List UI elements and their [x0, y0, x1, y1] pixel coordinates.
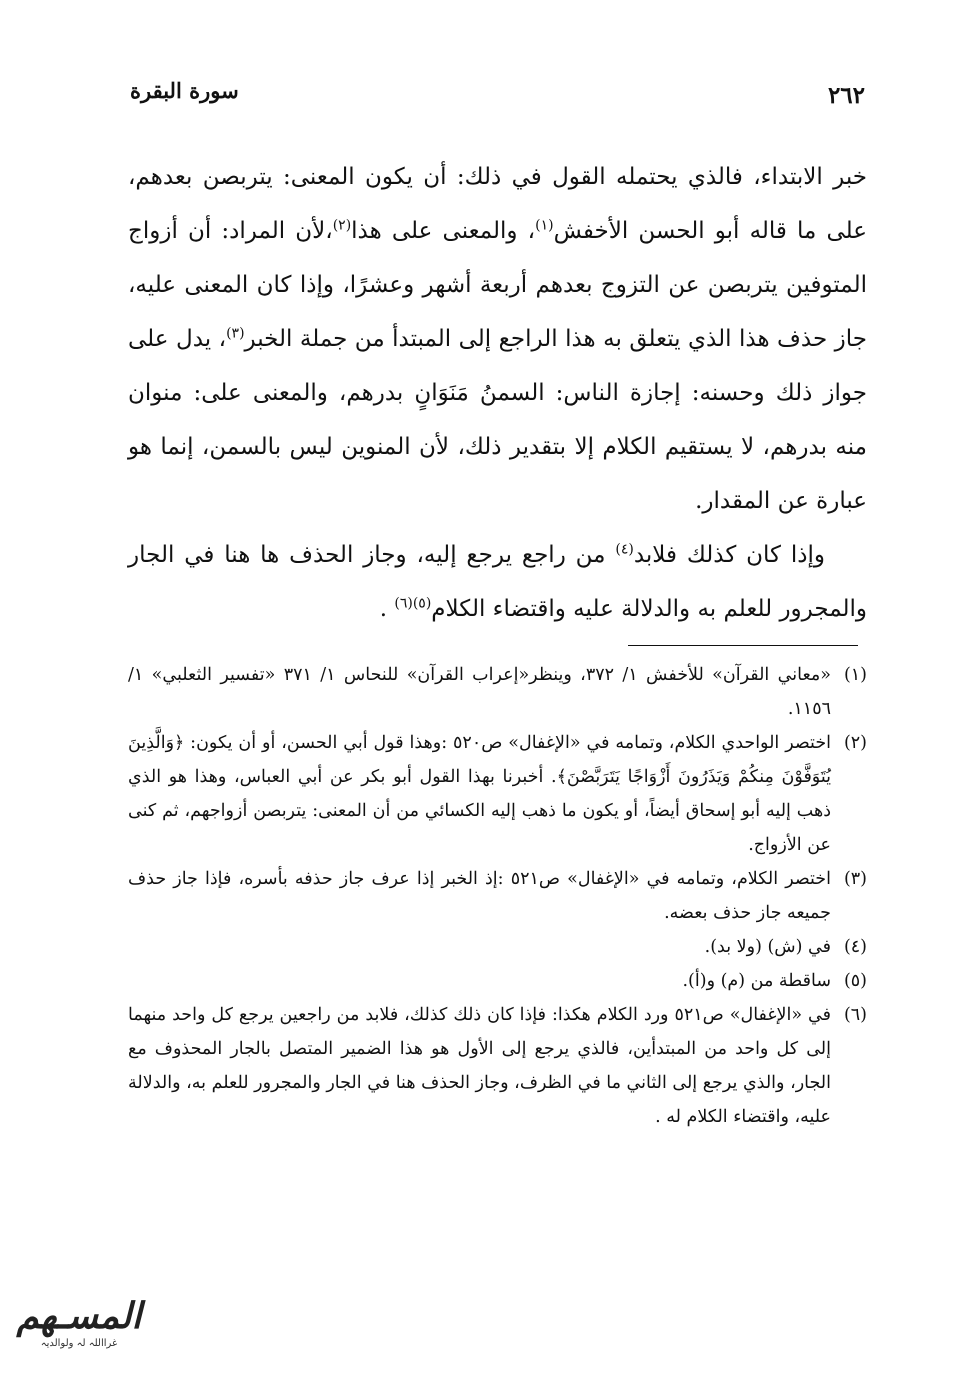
footnote-number: (٦) — [843, 1005, 867, 1025]
footnote-5 — [128, 964, 867, 998]
footnote-text: اختصر الكلام، وتمامه في «الإغفال» ص٥٢١ :إذ الخبر إذا عرف جاز حذفه بأسره، فإذا جاز حذف جميعه جاز حذف بعضه. — [128, 869, 831, 923]
footnotes — [128, 658, 867, 1134]
footnote-text: اختصر الواحدي الكلام، وتمامه في «الإغفال» ص٥٢٠ :وهذا قول أبي الحسن، أو أن يكون: ﴿وَالَّذِينَ يُتَوَفَّوْنَ مِنكُمْ وَيَذَرُونَ أَزْوَاجًا يَتَرَبَّصْنَ﴾. أخبرنا بهذا القول أبو بكر عن أبي العباس، وهذا هو الذي ذهب إليه أبو إسحاق أيضاً، أو يكون ما ذهب إليه الكسائي من أن المعنى: يتربصن أزواجهم، ثم كنى عن الأزواج. — [128, 733, 831, 855]
page-number: ٢٦٢ — [827, 82, 865, 109]
paragraph-1 — [128, 150, 867, 528]
footnote-ref-4: (٤) — [615, 541, 634, 558]
paragraph-2-part-b: من راجع يرجع إليه، وجاز الحذف ها هنا في الجار والمجرور للعلم به والدلالة عليه واقتضاء الكلام — [128, 542, 867, 622]
logo-main-text: المسـهم — [16, 1295, 142, 1337]
footnote-ref-3: (٣) — [226, 325, 245, 342]
footnote-2 — [128, 726, 867, 862]
footnote-text: في «الإغفال» ص٥٢١ ورد الكلام هكذا: فإذا كان ذلك كذلك، فلابد من راجعين يرجع كل واحد منهما إلى كل واحد من المبتدأين، فالذي يرجع إلى الأول هو هذا الضمير المتصل بالجار المحذوف مع الجار، والذي يرجع إلى الثاني ما في الظرف، وجاز الحذف هنا في الجار والمجرور للعلم به، والدلالة عليه، واقتضاء الكلام له . — [128, 1005, 831, 1127]
paragraph-1-part-a: خبر الابتداء، فالذي يحتمله القول في ذلك: أن يكون المعنى: يتربصن بعدهم، على ما قاله أبو الحسن الأخفش — [128, 164, 867, 244]
page-header — [130, 78, 865, 118]
footnote-ref-6: (٦) — [394, 595, 413, 612]
paragraph-2-part-c: . — [379, 596, 395, 622]
main-text — [128, 150, 867, 636]
footnote-text: في (ش) (ولا بد). — [704, 937, 831, 957]
paragraph-1-part-d: ، يدل على جواز ذلك وحسنه: إجازة الناس: السمنُ مَنَوَانٍ بدرهم، والمعنى على: منوان منه بدرهم، لا يستقيم الكلام إلا بتقدير ذلك، لأن المنوين ليس بالسمن، إنما هو عبارة عن المقدار. — [128, 326, 867, 514]
paragraph-1-part-b: ، والمعنى على هذا — [351, 218, 536, 244]
library-logo — [14, 1290, 144, 1362]
footnote-1 — [128, 658, 867, 726]
footnote-6 — [128, 998, 867, 1134]
paragraph-1-part-c: ،لأن المراد: أن أزواج المتوفين يتربصن عن التزوج بعدهم أربعة أشهر وعشرًا، وإذا كان المعنى عليه، جاز حذف هذا الذي يتعلق به هذا الراجع إلى المبتدأ من جملة الخبر — [128, 218, 867, 352]
footnote-ref-5: (٥) — [412, 595, 432, 612]
footnote-number: (١) — [843, 665, 867, 685]
paragraph-2 — [128, 528, 867, 636]
footnote-number: (٢) — [843, 733, 867, 753]
footnote-number: (٣) — [843, 869, 867, 889]
running-title: سورة البقرة — [130, 78, 239, 103]
footnote-ref-2: (٢) — [332, 217, 352, 234]
footnote-3 — [128, 862, 867, 930]
footnote-number: (٤) — [843, 937, 867, 957]
footnote-separator — [628, 645, 858, 646]
logo-small-text: غرااللہ لہ ولوالدیہ — [40, 1338, 118, 1349]
paragraph-2-part-a: وإذا كان كذلك فلابد — [633, 542, 825, 568]
footnote-number: (٥) — [843, 971, 867, 991]
footnote-4 — [128, 930, 867, 964]
footnote-text: ساقطة من (م) و(أ). — [682, 971, 831, 991]
footnote-text: «معاني القرآن» للأخفش ١/ ٣٧٢، وينظر«إعراب القرآن» للنحاس ١/ ٣٧١ «تفسير الثعلبي» ١/ ١١٥٦. — [128, 665, 831, 719]
footnote-ref-1: (١) — [535, 217, 554, 234]
